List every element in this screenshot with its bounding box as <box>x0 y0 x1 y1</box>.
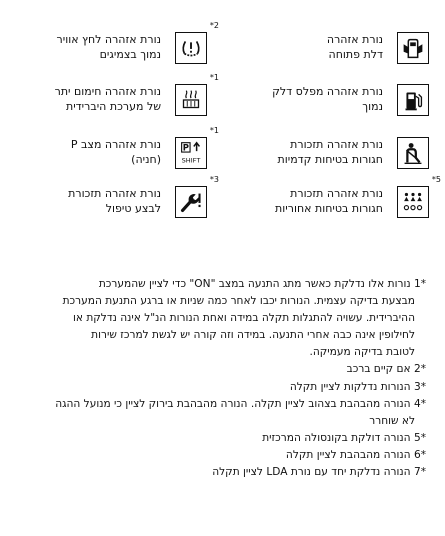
indicator-label-line2: נמוך <box>362 100 383 113</box>
footnote-6 <box>24 447 426 464</box>
footnote-mark: *4 <box>413 397 426 410</box>
indicator-maintenance <box>0 175 219 238</box>
shift-text: SHIFT <box>181 156 201 165</box>
fuel-pump-icon <box>397 84 429 116</box>
footnote-text: ההיברידית. עשויה להתגלות תקלה במידה ואחת הנורות הנ"ל אינה נדלקת או <box>72 312 415 325</box>
footnote-mark: *6 <box>413 448 426 461</box>
footnote-mark: *1 <box>209 73 219 82</box>
indicator-shift-p <box>0 126 219 189</box>
indicator-tire-pressure <box>0 21 219 84</box>
maintenance-wrench-icon <box>175 186 207 218</box>
footnote-mark: *2 <box>413 363 426 376</box>
front-seatbelt-icon <box>397 137 429 169</box>
footnote-7 <box>24 464 426 481</box>
footnotes <box>24 276 426 481</box>
footnote-text: הנורה מהבהבת בצהוב לציין תקלה. הנורה מהבהבת בירוק לציין כי מנועל ההגה <box>55 397 411 410</box>
indicator-label-line1: נורת אזהרה מפלס דלק <box>272 85 383 98</box>
indicator-front-seatbelt <box>213 137 433 189</box>
indicator-low-fuel <box>213 84 433 136</box>
footnote-1 <box>24 276 426 361</box>
footnote-mark: *3 <box>413 380 426 393</box>
footnote-text: לא שוחרר <box>369 414 415 427</box>
footnote-text: הנורה מהבהבת לציין תקלה <box>285 448 411 461</box>
rear-seatbelt-icon <box>397 186 429 218</box>
door-open-icon <box>397 32 429 64</box>
footnote-text: נורות אלו נדלקת כאשר מתג התנעה במצב "ON" כדי לציין שהמערכת <box>98 278 411 290</box>
hybrid-overheat-icon <box>175 84 207 116</box>
indicator-label-line2: לבצע טיפול <box>105 202 161 215</box>
footnote-4 <box>24 396 426 430</box>
footnote-text: מבצעת בדיקה עצמית. הנורות יכבו לאחר כמה שניות או ברגע התנעת המערכת <box>62 295 415 308</box>
tire-pressure-icon <box>175 32 207 64</box>
indicator-label-line2: של מערכת היברידית <box>65 100 161 113</box>
footnote-mark: *7 <box>413 466 426 479</box>
indicator-label-line2: חגורות בטיחות אחוריות <box>275 202 383 215</box>
indicator-rear-seatbelt <box>213 175 441 238</box>
indicator-label-line2: נמוך בצמיגים <box>99 48 161 61</box>
footnote-5 <box>24 430 426 447</box>
footnote-text: לחילופין אינה כבה אחרי התנעה. במידה וזה קורה יש לגשת למרכז שירות <box>91 329 415 342</box>
indicator-label-line1: נורת אזהרה חימום יתר <box>54 85 161 98</box>
indicator-label-line1: נורת אזהרה תזכורת <box>290 138 383 151</box>
indicator-door-open <box>213 32 433 84</box>
indicator-label-line2: דלת פתוחה <box>328 48 383 61</box>
indicator-label-line1: נורת אזהרה לחץ אוויר <box>56 33 161 46</box>
indicator-label-line1: נורת אזהרה מצב P <box>70 138 161 151</box>
indicator-hybrid-overheat <box>0 73 219 136</box>
footnote-3 <box>24 379 426 396</box>
shift-p-icon <box>175 137 207 169</box>
footnote-text: הנורה דולקת בקונסולה המרכזית <box>262 431 411 444</box>
footnote-mark: *1 <box>413 278 426 290</box>
footnote-text: אם קיים ברכב <box>346 363 411 376</box>
footnote-text: הנורות נדלקות לציין תקלה <box>289 380 411 393</box>
footnote-mark: *2 <box>209 21 219 30</box>
footnote-mark: *1 <box>209 126 219 135</box>
shift-p-letter: P <box>182 142 189 153</box>
footnote-text: לטובת בדיקה מעמיקה. <box>309 346 415 359</box>
footnote-mark: *5 <box>431 175 441 184</box>
indicator-label-line1: נורת אזהרה תזכורת <box>290 187 383 200</box>
indicator-label-line2: (חניה) <box>131 153 161 166</box>
indicator-label-line1: נורת אזהרה <box>326 33 383 46</box>
indicator-label-line1: נורת אזהרה תזכורת <box>68 187 161 200</box>
footnote-mark: *5 <box>413 431 426 444</box>
indicator-label-line2: חגורות בטיחות קדמיות <box>277 153 383 166</box>
footnote-text: הנורה נדלקת יחד עם נורת LDA לציין תקלה <box>212 466 411 479</box>
footnote-mark: *3 <box>209 175 219 184</box>
footnote-2 <box>24 361 426 378</box>
